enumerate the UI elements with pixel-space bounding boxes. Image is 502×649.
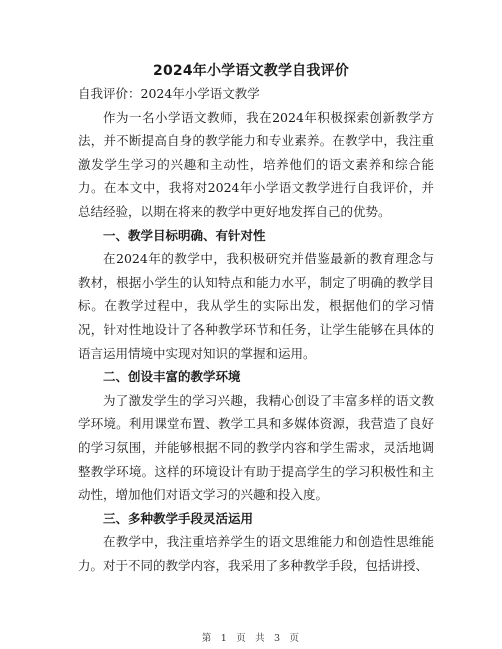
section-heading-3: 三、多种教学手段灵活运用 xyxy=(103,510,254,526)
intro-paragraph: 作为一名小学语文教师，我在2024年积极探索创新教学方法，并不断提高自身的教学能力和专业素养。在教学中，我注重激发学生学习的兴趣和主动性，培养他们的语文素养和综合能力。在本文中，我将对2024年小学语文教学进行自我评价，并总结经验，以期在将来的教学中更好地发挥自己的优势。 xyxy=(78,109,434,219)
section-body-2: 为了激发学生的学习兴趣，我精心创设了丰富多样的语文教学环境。利用课堂布置、教学工具和多媒体资源，我营造了良好的学习氛围，并能够根据不同的教学内容和学生需求，灵活地调整教学环境。这样的环境设计有助于提高学生的学习积极性和主动性，增加他们对语文学习的兴趣和投入度。 xyxy=(78,392,434,503)
footer-total-prefix: 共 xyxy=(255,633,266,644)
intro-line: 自我评价：2024年小学语文教学 xyxy=(78,86,260,101)
document-body xyxy=(78,82,434,577)
footer-mid: 页 xyxy=(236,633,247,644)
footer-suffix: 页 xyxy=(289,633,301,644)
footer-current-page: 1 xyxy=(220,633,228,644)
section-body-3: 在教学中，我注重培养学生的语文思维能力和创造性思维能力。对于不同的教学内容，我采用了多种教学手段，包括讲授、 xyxy=(78,534,434,573)
page-footer xyxy=(0,630,502,644)
footer-total-pages: 3 xyxy=(274,633,282,644)
section-heading-1: 一、教学目标明确、有针对性 xyxy=(103,227,266,243)
section-heading-2: 二、创设丰富的教学环境 xyxy=(103,369,241,385)
document-title: 2024年小学语文教学自我评价 xyxy=(153,63,349,79)
footer-prefix: 第 xyxy=(201,633,213,644)
section-body-1: 在2024年的教学中，我积极研究并借鉴最新的教育理念与教材，根据小学生的认知特点和能力水平，制定了明确的教学目标。在教学过程中，我从学生的实际出发，根据他们的学习情况，针对性地设计了各种教学环节和任务，让学生能够在具体的语言运用情境中实现对知识的掌握和运用。 xyxy=(78,251,434,361)
